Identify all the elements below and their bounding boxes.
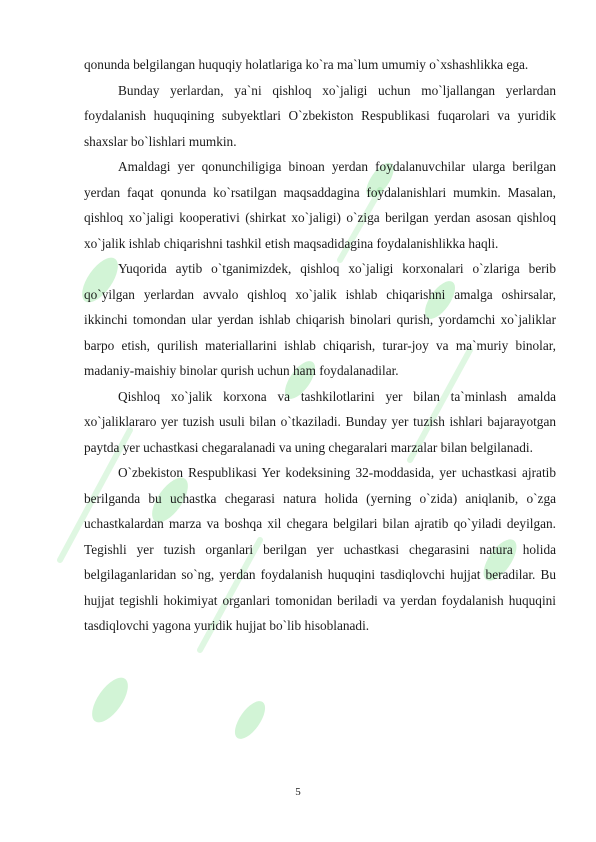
page-number: 5 (295, 786, 301, 798)
paragraph-4: Yuqorida aytib o`tganimizdek, qishloq xo`jaligi korxonalari o`zlariga berib qo`yilgan yerlardan avvalo qishloq xo`jalik ishlab chiqarishni amalga oshirsalar, ikkinchi tomondan ular yerdan ishlab chiqarish binolari qurish, yordamchi xo`jaliklar barpo etish, qurilish materiallarini ishlab chiqarish, turar-joy va ma`muriy binolar, madaniy-maishiy binolar qurish uchun ham foydalanadilar. (84, 261, 556, 378)
paragraph-6: O`zbekiston Respublikasi Yer kodeksining 32-moddasida, yer uchastkasi ajratib berilganda bu uchastka chegarasi natura holida (yerning o`zida) aniqlanib, o`zga uchastkalardan marza va boshqa xil chegara belgilari bilan ajratib qo`yiladi deyilgan. Tegishli yer tuzish organlari berilgan yer uchastkasi chegarasini natura holida belgilaganlaridan so`ng, yerdan foydalanish huquqini tasdiqlovchi hujjat beradilar. Bu hujjat tegishli hokimiyat organlari tomonidan beriladi va yerdan foydalanish huquqini tasdiqlovchi yagona yuridik hujjat bo`lib hisoblanadi. (84, 465, 556, 633)
paragraph-1: qonunda belgilangan huquqiy holatlariga ko`ra ma`lum umumiy o`xshashlikka ega. (84, 57, 529, 72)
page-body (84, 52, 556, 639)
paragraph-5: Qishloq xo`jalik korxona va tashkilotlarini yer bilan ta`minlash amalda xo`jaliklararo yer tuzish usuli bilan o`tkaziladi. Bunday yer tuzish ishlari bajarayotgan paytda yer uchastkasi chegaralanadi va uning chegaralari marzalar bilan belgilanadi. (84, 388, 556, 455)
paragraph-3: Amaldagi yer qonunchiligiga binoan yerdan foydalanuvchilar ularga berilgan yerdan faqat qonunda ko`rsatilgan maqsaddagina foydalanishlari mumkin. Masalan, qishloq xo`jaligi kooperativi (shirkat xo`jaligi) o`ziga berilgan yerdan asosan qishloq xo`jalik ishlab chiqarishni tashkil etish maqsadidagina foydalanishlikka haqli. (84, 159, 556, 251)
paragraph-2: Bunday yerlardan, ya`ni qishloq xo`jaligi uchun mo`ljallangan yerlardan foydalanish huquqining subyektlari O`zbekiston Respublikasi fuqarolari va yuridik shaxslar bo`lishlari mumkin. (84, 82, 556, 149)
